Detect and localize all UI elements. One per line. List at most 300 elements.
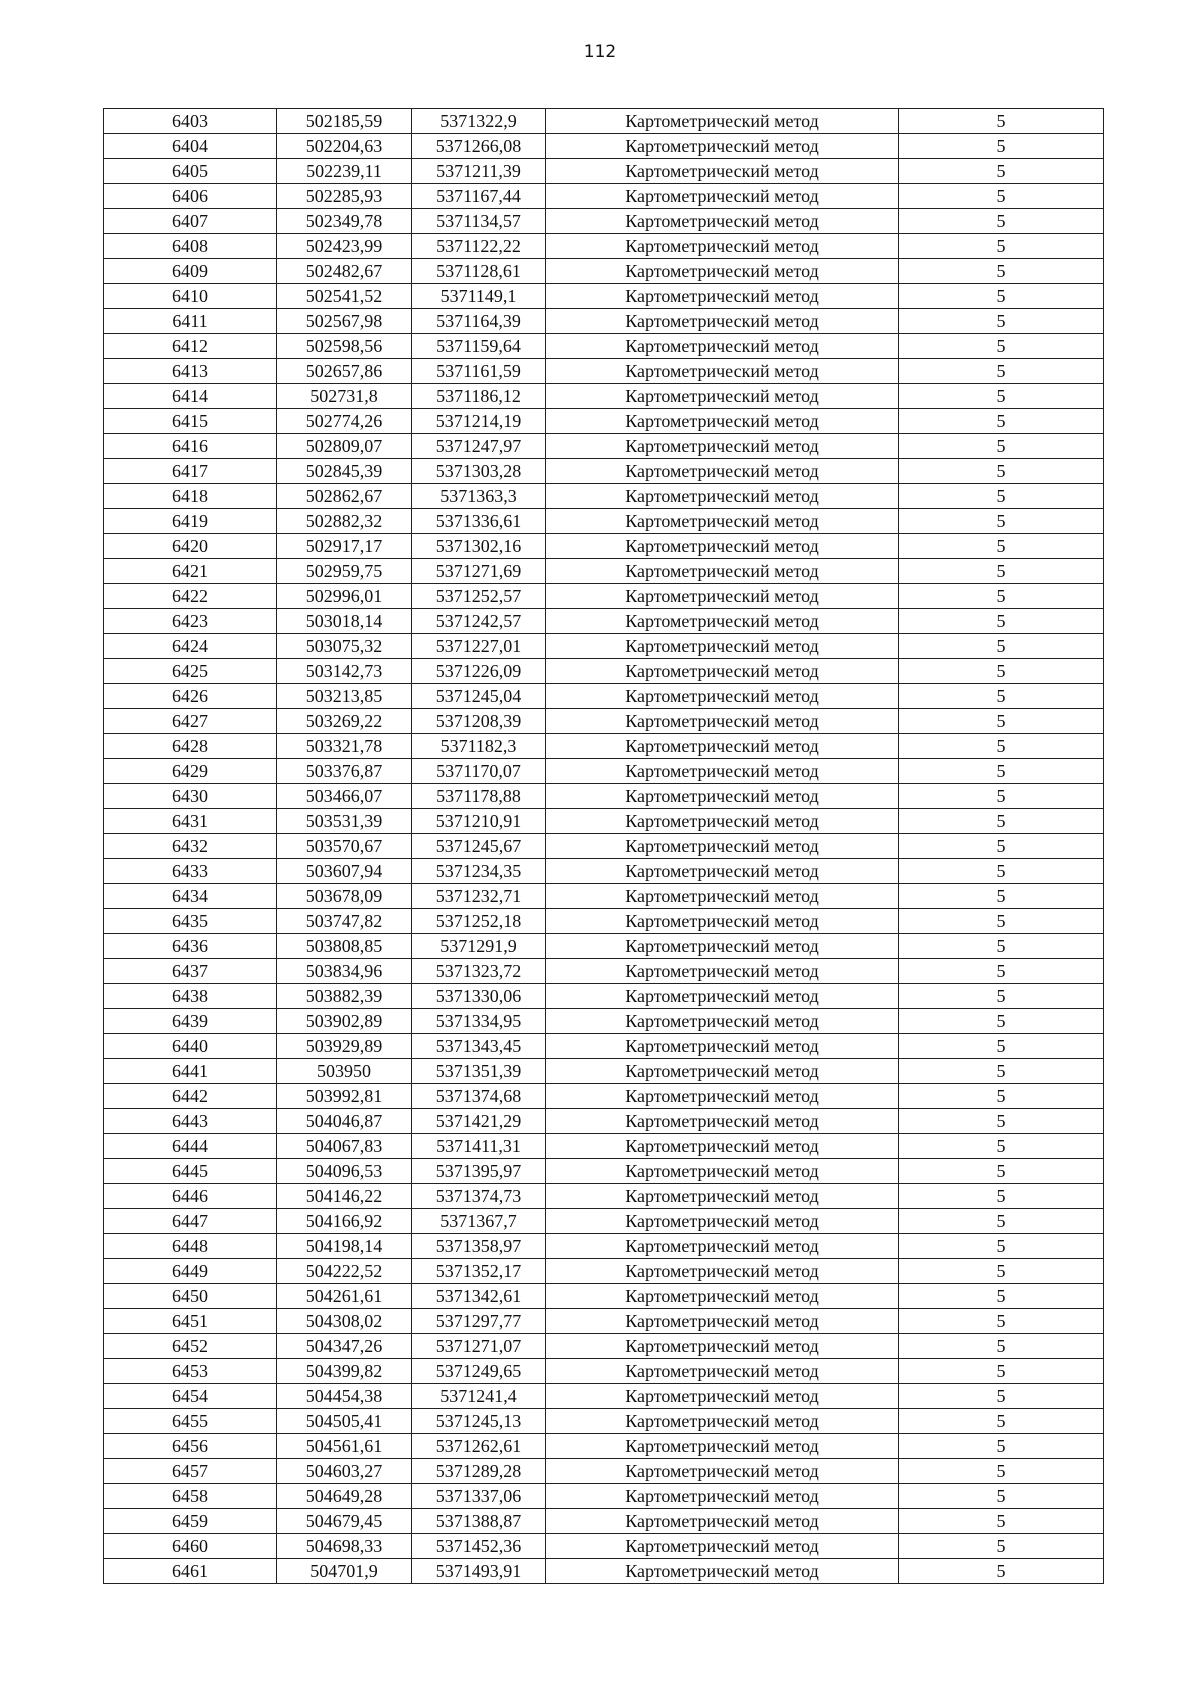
point-number-cell: 6446 [104, 1184, 277, 1209]
x-coordinate-cell: 502809,07 [277, 434, 412, 459]
x-coordinate-cell: 504198,14 [277, 1234, 412, 1259]
method-cell: Картометрический метод [546, 959, 899, 984]
table-row [104, 1259, 1104, 1284]
x-coordinate-cell: 502204,63 [277, 134, 412, 159]
point-number-cell: 6457 [104, 1459, 277, 1484]
x-coordinate-cell: 504454,38 [277, 1384, 412, 1409]
y-coordinate-cell: 5371493,91 [412, 1559, 546, 1584]
accuracy-cell: 5 [899, 1234, 1104, 1259]
table-row [104, 1534, 1104, 1559]
point-number-cell: 6416 [104, 434, 277, 459]
method-cell: Картометрический метод [546, 184, 899, 209]
y-coordinate-cell: 5371352,17 [412, 1259, 546, 1284]
method-cell: Картометрический метод [546, 1484, 899, 1509]
x-coordinate-cell: 503466,07 [277, 784, 412, 809]
table-row [104, 609, 1104, 634]
x-coordinate-cell: 503321,78 [277, 734, 412, 759]
accuracy-cell: 5 [899, 1509, 1104, 1534]
y-coordinate-cell: 5371388,87 [412, 1509, 546, 1534]
x-coordinate-cell: 503075,32 [277, 634, 412, 659]
method-cell: Картометрический метод [546, 1034, 899, 1059]
x-coordinate-cell: 504067,83 [277, 1134, 412, 1159]
point-number-cell: 6454 [104, 1384, 277, 1409]
accuracy-cell: 5 [899, 1009, 1104, 1034]
point-number-cell: 6461 [104, 1559, 277, 1584]
table-row [104, 309, 1104, 334]
accuracy-cell: 5 [899, 709, 1104, 734]
accuracy-cell: 5 [899, 634, 1104, 659]
accuracy-cell: 5 [899, 1109, 1104, 1134]
y-coordinate-cell: 5371452,36 [412, 1534, 546, 1559]
x-coordinate-cell: 504308,02 [277, 1309, 412, 1334]
x-coordinate-cell: 504679,45 [277, 1509, 412, 1534]
point-number-cell: 6421 [104, 559, 277, 584]
page-number: 112 [583, 42, 617, 62]
point-number-cell: 6443 [104, 1109, 277, 1134]
y-coordinate-cell: 5371334,95 [412, 1009, 546, 1034]
point-number-cell: 6424 [104, 634, 277, 659]
point-number-cell: 6431 [104, 809, 277, 834]
x-coordinate-cell: 502917,17 [277, 534, 412, 559]
table-row [104, 1059, 1104, 1084]
y-coordinate-cell: 5371289,28 [412, 1459, 546, 1484]
table-row [104, 284, 1104, 309]
point-number-cell: 6452 [104, 1334, 277, 1359]
x-coordinate-cell: 502349,78 [277, 209, 412, 234]
method-cell: Картометрический метод [546, 1059, 899, 1084]
accuracy-cell: 5 [899, 509, 1104, 534]
accuracy-cell: 5 [899, 259, 1104, 284]
table-row [104, 1034, 1104, 1059]
table-row [104, 459, 1104, 484]
point-number-cell: 6458 [104, 1484, 277, 1509]
accuracy-cell: 5 [899, 234, 1104, 259]
y-coordinate-cell: 5371249,65 [412, 1359, 546, 1384]
y-coordinate-cell: 5371245,13 [412, 1409, 546, 1434]
y-coordinate-cell: 5371149,1 [412, 284, 546, 309]
y-coordinate-cell: 5371211,39 [412, 159, 546, 184]
point-number-cell: 6425 [104, 659, 277, 684]
x-coordinate-cell: 504399,82 [277, 1359, 412, 1384]
y-coordinate-cell: 5371330,06 [412, 984, 546, 1009]
y-coordinate-cell: 5371411,31 [412, 1134, 546, 1159]
point-number-cell: 6442 [104, 1084, 277, 1109]
y-coordinate-cell: 5371214,19 [412, 409, 546, 434]
point-number-cell: 6429 [104, 759, 277, 784]
table-row [104, 1384, 1104, 1409]
x-coordinate-cell: 502423,99 [277, 234, 412, 259]
x-coordinate-cell: 502657,86 [277, 359, 412, 384]
method-cell: Картометрический метод [546, 1184, 899, 1209]
point-number-cell: 6441 [104, 1059, 277, 1084]
method-cell: Картометрический метод [546, 234, 899, 259]
table-row [104, 734, 1104, 759]
y-coordinate-cell: 5371182,3 [412, 734, 546, 759]
point-number-cell: 6435 [104, 909, 277, 934]
coordinates-table-body [104, 109, 1104, 1584]
point-number-cell: 6428 [104, 734, 277, 759]
accuracy-cell: 5 [899, 1259, 1104, 1284]
x-coordinate-cell: 504222,52 [277, 1259, 412, 1284]
y-coordinate-cell: 5371122,22 [412, 234, 546, 259]
method-cell: Картометрический метод [546, 534, 899, 559]
accuracy-cell: 5 [899, 534, 1104, 559]
accuracy-cell: 5 [899, 209, 1104, 234]
x-coordinate-cell: 502185,59 [277, 109, 412, 134]
point-number-cell: 6448 [104, 1234, 277, 1259]
table-row [104, 1459, 1104, 1484]
y-coordinate-cell: 5371343,45 [412, 1034, 546, 1059]
accuracy-cell: 5 [899, 1559, 1104, 1584]
table-row [104, 384, 1104, 409]
point-number-cell: 6434 [104, 884, 277, 909]
method-cell: Картометрический метод [546, 1509, 899, 1534]
table-row [104, 259, 1104, 284]
point-number-cell: 6414 [104, 384, 277, 409]
x-coordinate-cell: 504698,33 [277, 1534, 412, 1559]
method-cell: Картометрический метод [546, 1409, 899, 1434]
y-coordinate-cell: 5371252,57 [412, 584, 546, 609]
table-row [104, 884, 1104, 909]
accuracy-cell: 5 [899, 1284, 1104, 1309]
method-cell: Картометрический метод [546, 259, 899, 284]
x-coordinate-cell: 502482,67 [277, 259, 412, 284]
accuracy-cell: 5 [899, 734, 1104, 759]
point-number-cell: 6413 [104, 359, 277, 384]
point-number-cell: 6410 [104, 284, 277, 309]
y-coordinate-cell: 5371302,16 [412, 534, 546, 559]
method-cell: Картометрический метод [546, 659, 899, 684]
table-row [104, 1234, 1104, 1259]
method-cell: Картометрический метод [546, 434, 899, 459]
table-row [104, 234, 1104, 259]
table-row [104, 359, 1104, 384]
x-coordinate-cell: 504505,41 [277, 1409, 412, 1434]
y-coordinate-cell: 5371323,72 [412, 959, 546, 984]
point-number-cell: 6422 [104, 584, 277, 609]
method-cell: Картометрический метод [546, 1284, 899, 1309]
accuracy-cell: 5 [899, 959, 1104, 984]
x-coordinate-cell: 504166,92 [277, 1209, 412, 1234]
accuracy-cell: 5 [899, 1434, 1104, 1459]
table-row [104, 1084, 1104, 1109]
table-row [104, 1184, 1104, 1209]
x-coordinate-cell: 503834,96 [277, 959, 412, 984]
y-coordinate-cell: 5371322,9 [412, 109, 546, 134]
y-coordinate-cell: 5371241,4 [412, 1384, 546, 1409]
point-number-cell: 6456 [104, 1434, 277, 1459]
y-coordinate-cell: 5371245,67 [412, 834, 546, 859]
point-number-cell: 6412 [104, 334, 277, 359]
x-coordinate-cell: 502774,26 [277, 409, 412, 434]
point-number-cell: 6427 [104, 709, 277, 734]
point-number-cell: 6453 [104, 1359, 277, 1384]
accuracy-cell: 5 [899, 109, 1104, 134]
point-number-cell: 6430 [104, 784, 277, 809]
y-coordinate-cell: 5371271,69 [412, 559, 546, 584]
method-cell: Картометрический метод [546, 1384, 899, 1409]
table-row [104, 1159, 1104, 1184]
method-cell: Картометрический метод [546, 359, 899, 384]
method-cell: Картометрический метод [546, 1534, 899, 1559]
point-number-cell: 6418 [104, 484, 277, 509]
y-coordinate-cell: 5371358,97 [412, 1234, 546, 1259]
table-row [104, 1109, 1104, 1134]
y-coordinate-cell: 5371303,28 [412, 459, 546, 484]
table-row [104, 859, 1104, 884]
method-cell: Картометрический метод [546, 759, 899, 784]
point-number-cell: 6404 [104, 134, 277, 159]
table-row [104, 1359, 1104, 1384]
accuracy-cell: 5 [899, 559, 1104, 584]
accuracy-cell: 5 [899, 1084, 1104, 1109]
y-coordinate-cell: 5371167,44 [412, 184, 546, 209]
x-coordinate-cell: 503678,09 [277, 884, 412, 909]
accuracy-cell: 5 [899, 1534, 1104, 1559]
table-row [104, 209, 1104, 234]
method-cell: Картометрический метод [546, 909, 899, 934]
table-row [104, 1209, 1104, 1234]
x-coordinate-cell: 503950 [277, 1059, 412, 1084]
point-number-cell: 6445 [104, 1159, 277, 1184]
point-number-cell: 6406 [104, 184, 277, 209]
accuracy-cell: 5 [899, 159, 1104, 184]
y-coordinate-cell: 5371266,08 [412, 134, 546, 159]
y-coordinate-cell: 5371367,7 [412, 1209, 546, 1234]
method-cell: Картометрический метод [546, 884, 899, 909]
accuracy-cell: 5 [899, 909, 1104, 934]
x-coordinate-cell: 502996,01 [277, 584, 412, 609]
method-cell: Картометрический метод [546, 684, 899, 709]
accuracy-cell: 5 [899, 359, 1104, 384]
accuracy-cell: 5 [899, 784, 1104, 809]
table-row [104, 634, 1104, 659]
y-coordinate-cell: 5371337,06 [412, 1484, 546, 1509]
x-coordinate-cell: 504046,87 [277, 1109, 412, 1134]
method-cell: Картометрический метод [546, 509, 899, 534]
accuracy-cell: 5 [899, 409, 1104, 434]
x-coordinate-cell: 503269,22 [277, 709, 412, 734]
y-coordinate-cell: 5371262,61 [412, 1434, 546, 1459]
y-coordinate-cell: 5371227,01 [412, 634, 546, 659]
method-cell: Картометрический метод [546, 1209, 899, 1234]
x-coordinate-cell: 503747,82 [277, 909, 412, 934]
point-number-cell: 6455 [104, 1409, 277, 1434]
table-row [104, 584, 1104, 609]
y-coordinate-cell: 5371297,77 [412, 1309, 546, 1334]
x-coordinate-cell: 502959,75 [277, 559, 412, 584]
accuracy-cell: 5 [899, 834, 1104, 859]
method-cell: Картометрический метод [546, 1334, 899, 1359]
method-cell: Картометрический метод [546, 1134, 899, 1159]
method-cell: Картометрический метод [546, 1359, 899, 1384]
accuracy-cell: 5 [899, 1459, 1104, 1484]
y-coordinate-cell: 5371234,35 [412, 859, 546, 884]
accuracy-cell: 5 [899, 1384, 1104, 1409]
x-coordinate-cell: 504649,28 [277, 1484, 412, 1509]
point-number-cell: 6419 [104, 509, 277, 534]
table-row [104, 1134, 1104, 1159]
accuracy-cell: 5 [899, 859, 1104, 884]
point-number-cell: 6403 [104, 109, 277, 134]
x-coordinate-cell: 503882,39 [277, 984, 412, 1009]
y-coordinate-cell: 5371421,29 [412, 1109, 546, 1134]
y-coordinate-cell: 5371351,39 [412, 1059, 546, 1084]
accuracy-cell: 5 [899, 384, 1104, 409]
accuracy-cell: 5 [899, 934, 1104, 959]
x-coordinate-cell: 502567,98 [277, 309, 412, 334]
x-coordinate-cell: 502598,56 [277, 334, 412, 359]
point-number-cell: 6438 [104, 984, 277, 1009]
table-row [104, 184, 1104, 209]
point-number-cell: 6459 [104, 1509, 277, 1534]
method-cell: Картометрический метод [546, 634, 899, 659]
method-cell: Картометрический метод [546, 559, 899, 584]
method-cell: Картометрический метод [546, 384, 899, 409]
table-row [104, 409, 1104, 434]
point-number-cell: 6417 [104, 459, 277, 484]
accuracy-cell: 5 [899, 1059, 1104, 1084]
accuracy-cell: 5 [899, 1134, 1104, 1159]
table-row [104, 559, 1104, 584]
coordinates-table [103, 108, 1104, 1584]
table-row [104, 909, 1104, 934]
method-cell: Картометрический метод [546, 1084, 899, 1109]
y-coordinate-cell: 5371164,39 [412, 309, 546, 334]
accuracy-cell: 5 [899, 434, 1104, 459]
point-number-cell: 6411 [104, 309, 277, 334]
table-row [104, 709, 1104, 734]
table-row [104, 1284, 1104, 1309]
y-coordinate-cell: 5371245,04 [412, 684, 546, 709]
method-cell: Картометрический метод [546, 409, 899, 434]
y-coordinate-cell: 5371291,9 [412, 934, 546, 959]
y-coordinate-cell: 5371186,12 [412, 384, 546, 409]
point-number-cell: 6432 [104, 834, 277, 859]
y-coordinate-cell: 5371395,97 [412, 1159, 546, 1184]
y-coordinate-cell: 5371232,71 [412, 884, 546, 909]
y-coordinate-cell: 5371178,88 [412, 784, 546, 809]
accuracy-cell: 5 [899, 284, 1104, 309]
method-cell: Картометрический метод [546, 709, 899, 734]
table-row [104, 334, 1104, 359]
method-cell: Картометрический метод [546, 309, 899, 334]
x-coordinate-cell: 504603,27 [277, 1459, 412, 1484]
table-row [104, 1409, 1104, 1434]
point-number-cell: 6451 [104, 1309, 277, 1334]
method-cell: Картометрический метод [546, 134, 899, 159]
method-cell: Картометрический метод [546, 484, 899, 509]
point-number-cell: 6444 [104, 1134, 277, 1159]
y-coordinate-cell: 5371134,57 [412, 209, 546, 234]
accuracy-cell: 5 [899, 1334, 1104, 1359]
table-row [104, 834, 1104, 859]
x-coordinate-cell: 504096,53 [277, 1159, 412, 1184]
point-number-cell: 6420 [104, 534, 277, 559]
accuracy-cell: 5 [899, 659, 1104, 684]
point-number-cell: 6405 [104, 159, 277, 184]
point-number-cell: 6437 [104, 959, 277, 984]
method-cell: Картометрический метод [546, 984, 899, 1009]
accuracy-cell: 5 [899, 884, 1104, 909]
method-cell: Картометрический метод [546, 1434, 899, 1459]
y-coordinate-cell: 5371247,97 [412, 434, 546, 459]
x-coordinate-cell: 504701,9 [277, 1559, 412, 1584]
accuracy-cell: 5 [899, 759, 1104, 784]
x-coordinate-cell: 503607,94 [277, 859, 412, 884]
method-cell: Картометрический метод [546, 209, 899, 234]
accuracy-cell: 5 [899, 684, 1104, 709]
point-number-cell: 6447 [104, 1209, 277, 1234]
table-row [104, 1334, 1104, 1359]
method-cell: Картометрический метод [546, 1309, 899, 1334]
accuracy-cell: 5 [899, 1034, 1104, 1059]
x-coordinate-cell: 503213,85 [277, 684, 412, 709]
accuracy-cell: 5 [899, 134, 1104, 159]
x-coordinate-cell: 503808,85 [277, 934, 412, 959]
accuracy-cell: 5 [899, 984, 1104, 1009]
point-number-cell: 6439 [104, 1009, 277, 1034]
x-coordinate-cell: 504561,61 [277, 1434, 412, 1459]
method-cell: Картометрический метод [546, 1109, 899, 1134]
table-row [104, 1309, 1104, 1334]
table-row [104, 1434, 1104, 1459]
accuracy-cell: 5 [899, 1309, 1104, 1334]
y-coordinate-cell: 5371374,68 [412, 1084, 546, 1109]
point-number-cell: 6408 [104, 234, 277, 259]
x-coordinate-cell: 504347,26 [277, 1334, 412, 1359]
method-cell: Картометрический метод [546, 734, 899, 759]
x-coordinate-cell: 502882,32 [277, 509, 412, 534]
table-row [104, 809, 1104, 834]
accuracy-cell: 5 [899, 459, 1104, 484]
y-coordinate-cell: 5371342,61 [412, 1284, 546, 1309]
method-cell: Картометрический метод [546, 1259, 899, 1284]
table-row [104, 684, 1104, 709]
point-number-cell: 6449 [104, 1259, 277, 1284]
x-coordinate-cell: 503376,87 [277, 759, 412, 784]
table-row [104, 1559, 1104, 1584]
x-coordinate-cell: 503992,81 [277, 1084, 412, 1109]
table-row [104, 1009, 1104, 1034]
method-cell: Картометрический метод [546, 584, 899, 609]
method-cell: Картометрический метод [546, 609, 899, 634]
y-coordinate-cell: 5371336,61 [412, 509, 546, 534]
point-number-cell: 6460 [104, 1534, 277, 1559]
x-coordinate-cell: 503531,39 [277, 809, 412, 834]
table-row [104, 109, 1104, 134]
x-coordinate-cell: 503570,67 [277, 834, 412, 859]
table-row [104, 484, 1104, 509]
y-coordinate-cell: 5371252,18 [412, 909, 546, 934]
accuracy-cell: 5 [899, 184, 1104, 209]
x-coordinate-cell: 502239,11 [277, 159, 412, 184]
table-row [104, 134, 1104, 159]
y-coordinate-cell: 5371271,07 [412, 1334, 546, 1359]
method-cell: Картометрический метод [546, 934, 899, 959]
accuracy-cell: 5 [899, 484, 1104, 509]
method-cell: Картометрический метод [546, 1459, 899, 1484]
accuracy-cell: 5 [899, 1184, 1104, 1209]
table-row [104, 1509, 1104, 1534]
method-cell: Картометрический метод [546, 1234, 899, 1259]
method-cell: Картометрический метод [546, 284, 899, 309]
table-row [104, 784, 1104, 809]
accuracy-cell: 5 [899, 1159, 1104, 1184]
method-cell: Картометрический метод [546, 809, 899, 834]
point-number-cell: 6407 [104, 209, 277, 234]
accuracy-cell: 5 [899, 809, 1104, 834]
